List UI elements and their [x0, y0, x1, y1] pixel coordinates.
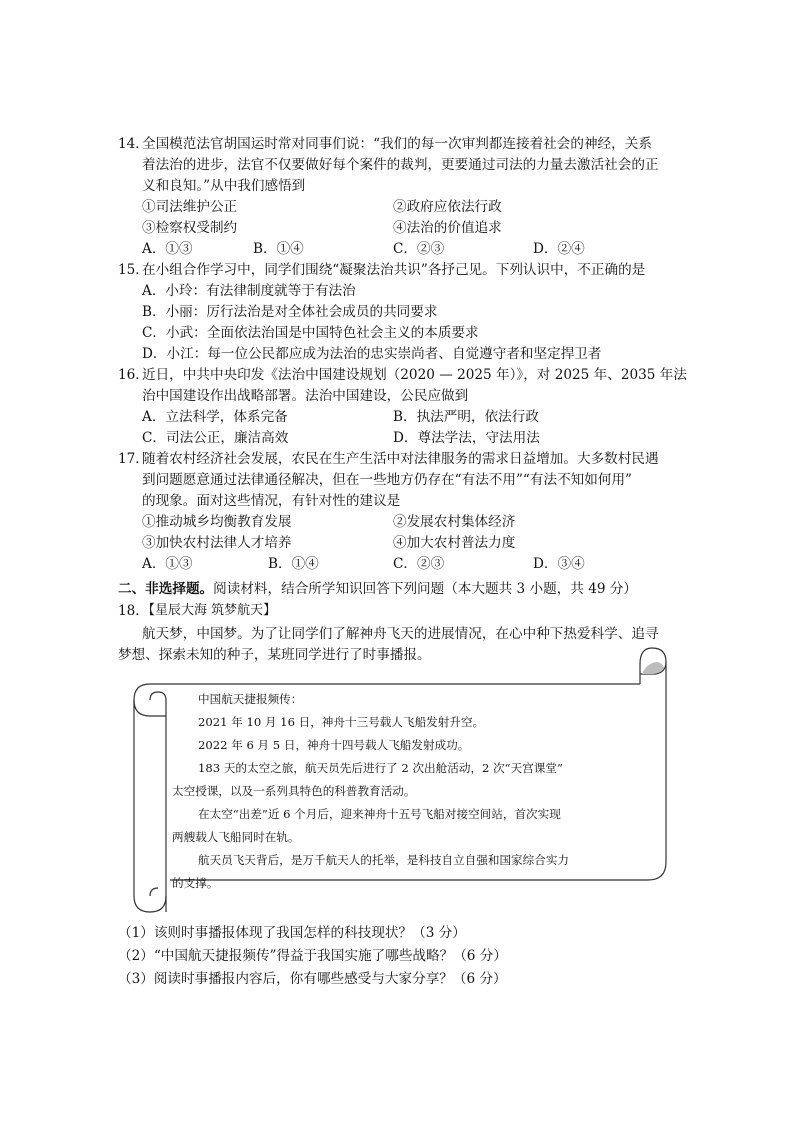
question-stem-line: 近日，中共中央印发《法治中国建设规划（2020 — 2025 年）》，对 2025 年、2035 年法: [142, 367, 687, 383]
answer-option-d[interactable]: D．小江：每一位公民都应成为法治的忠实崇尚者、自觉遵守者和坚定捍卫者: [142, 346, 602, 362]
question-stem-line: 全国模范法官胡国运时常对同事们说：“我们的每一次审判都连接着社会的神经，关系: [142, 136, 652, 152]
statement-item: ③检察权受制约: [142, 220, 238, 236]
statement-item: ①推动城乡均衡教育发展: [142, 514, 292, 530]
answer-option-b[interactable]: B．①④: [268, 556, 319, 572]
intro-line: 航天梦，中国梦。为了让同学们了解神舟飞天的进展情况，在心中种下热爱科学、追寻: [142, 626, 659, 642]
statement-item: ②政府应依法行政: [393, 199, 502, 215]
question-number: 17．: [118, 451, 149, 467]
news-line: 在太空“出差”近 6 个月后，迎来神舟十五号飞船对接空间站，首次实现: [198, 807, 561, 821]
answer-option-b[interactable]: B．小丽：厉行法治是对全体社会成员的共同要求: [142, 304, 438, 320]
news-line: 航天员飞天背后，是万千航天人的托举，是科技自立自强和国家综合实力: [198, 853, 570, 867]
news-line: 2022 年 6 月 5 日，神舟十四号载人飞船发射成功。: [198, 738, 470, 752]
question-number: 14．: [118, 136, 149, 152]
answer-option-d[interactable]: D．②④: [533, 241, 585, 257]
statement-item: ④法治的价值追求: [393, 220, 502, 236]
material-title: 【星辰大海 筑梦航天】: [142, 603, 277, 618]
question-stem-line: 在小组合作学习中，同学们围绕“凝聚法治共识”各抒己见。下列认识中，不正确的是: [142, 262, 646, 278]
answer-option-c[interactable]: C．司法公正，廉洁高效: [142, 430, 289, 446]
subquestion-2: （2）“中国航天捷报频传”得益于我国实施了哪些战略？（6 分）: [118, 948, 507, 964]
statement-item: ②发展农村集体经济: [393, 514, 516, 530]
statement-item: ③加快农村法律人才培养: [142, 535, 292, 551]
answer-option-c[interactable]: C．小武：全面依法治国是中国特色社会主义的本质要求: [142, 325, 479, 341]
news-line: 太空授课，以及一系列具特色的科普教育活动。: [172, 784, 416, 798]
answer-option-a[interactable]: A．①③: [142, 241, 193, 257]
news-line: 183 天的太空之旅，航天员先后进行了 2 次出舱活动，2 次“天宫课堂”: [198, 761, 563, 775]
section-title: 二、非选择题。: [118, 581, 214, 597]
question-stem-line: 治中国建设作出战略部署。法治中国建设，公民应做到: [142, 388, 469, 404]
statement-item: ①司法维护公正: [142, 199, 238, 215]
answer-option-a[interactable]: A．①③: [142, 556, 193, 572]
answer-option-b[interactable]: B．执法严明，依法行政: [393, 409, 539, 425]
news-line: 的支撑。: [172, 876, 219, 890]
news-line: 2021 年 10 月 16 日，神舟十三号载人飞船发射升空。: [198, 715, 485, 729]
question-stem-line: 义和良知。”从中我们感悟到: [142, 178, 306, 194]
question-stem-line: 着法治的进步，法官不仅要做好每个案件的裁判，更要通过司法的力量去激活社会的正: [142, 157, 659, 173]
subquestion-3: （3）阅读时事播报内容后，你有哪些感受与大家分享？（6 分）: [118, 971, 507, 987]
question-number: 15．: [118, 262, 149, 278]
section-description: 阅读材料，结合所学知识回答下列问题（本大题共 3 小题，共 49 分）: [213, 581, 638, 597]
answer-option-c[interactable]: C．②③: [393, 556, 445, 572]
answer-option-c[interactable]: C．②③: [393, 241, 445, 257]
answer-option-a[interactable]: A．立法科学，体系完备: [142, 409, 288, 425]
news-line: 两艘载人飞船同时在轨。: [172, 830, 300, 844]
subquestion-1: （1）该则时事播报体现了我国怎样的科技现状？（3 分）: [118, 925, 466, 941]
statement-item: ④加大农村普法力度: [393, 535, 516, 551]
news-heading: 中国航天捷报频传：: [198, 692, 303, 706]
answer-option-a[interactable]: A．小玲：有法律制度就等于有法治: [142, 283, 356, 299]
answer-option-d[interactable]: D．③④: [533, 556, 585, 572]
question-number: 18．: [118, 603, 149, 619]
answer-option-b[interactable]: B．①④: [253, 241, 304, 257]
question-stem-line: 随着农村经济社会发展，农民在生产生活中对法律服务的需求日益增加。大多数村民遇: [142, 451, 659, 467]
question-stem-line: 到问题愿意通过法律通径解决，但在一些地方仍存在“有法不用”“有法不知如何用”: [142, 472, 632, 488]
answer-option-d[interactable]: D．尊法学法，守法用法: [393, 430, 540, 446]
question-number: 16．: [118, 367, 149, 383]
question-stem-line: 的现象。面对这些情况，有针对性的建议是: [142, 493, 401, 509]
intro-line: 梦想、探索未知的种子，某班同学进行了时事播报。: [118, 647, 431, 663]
